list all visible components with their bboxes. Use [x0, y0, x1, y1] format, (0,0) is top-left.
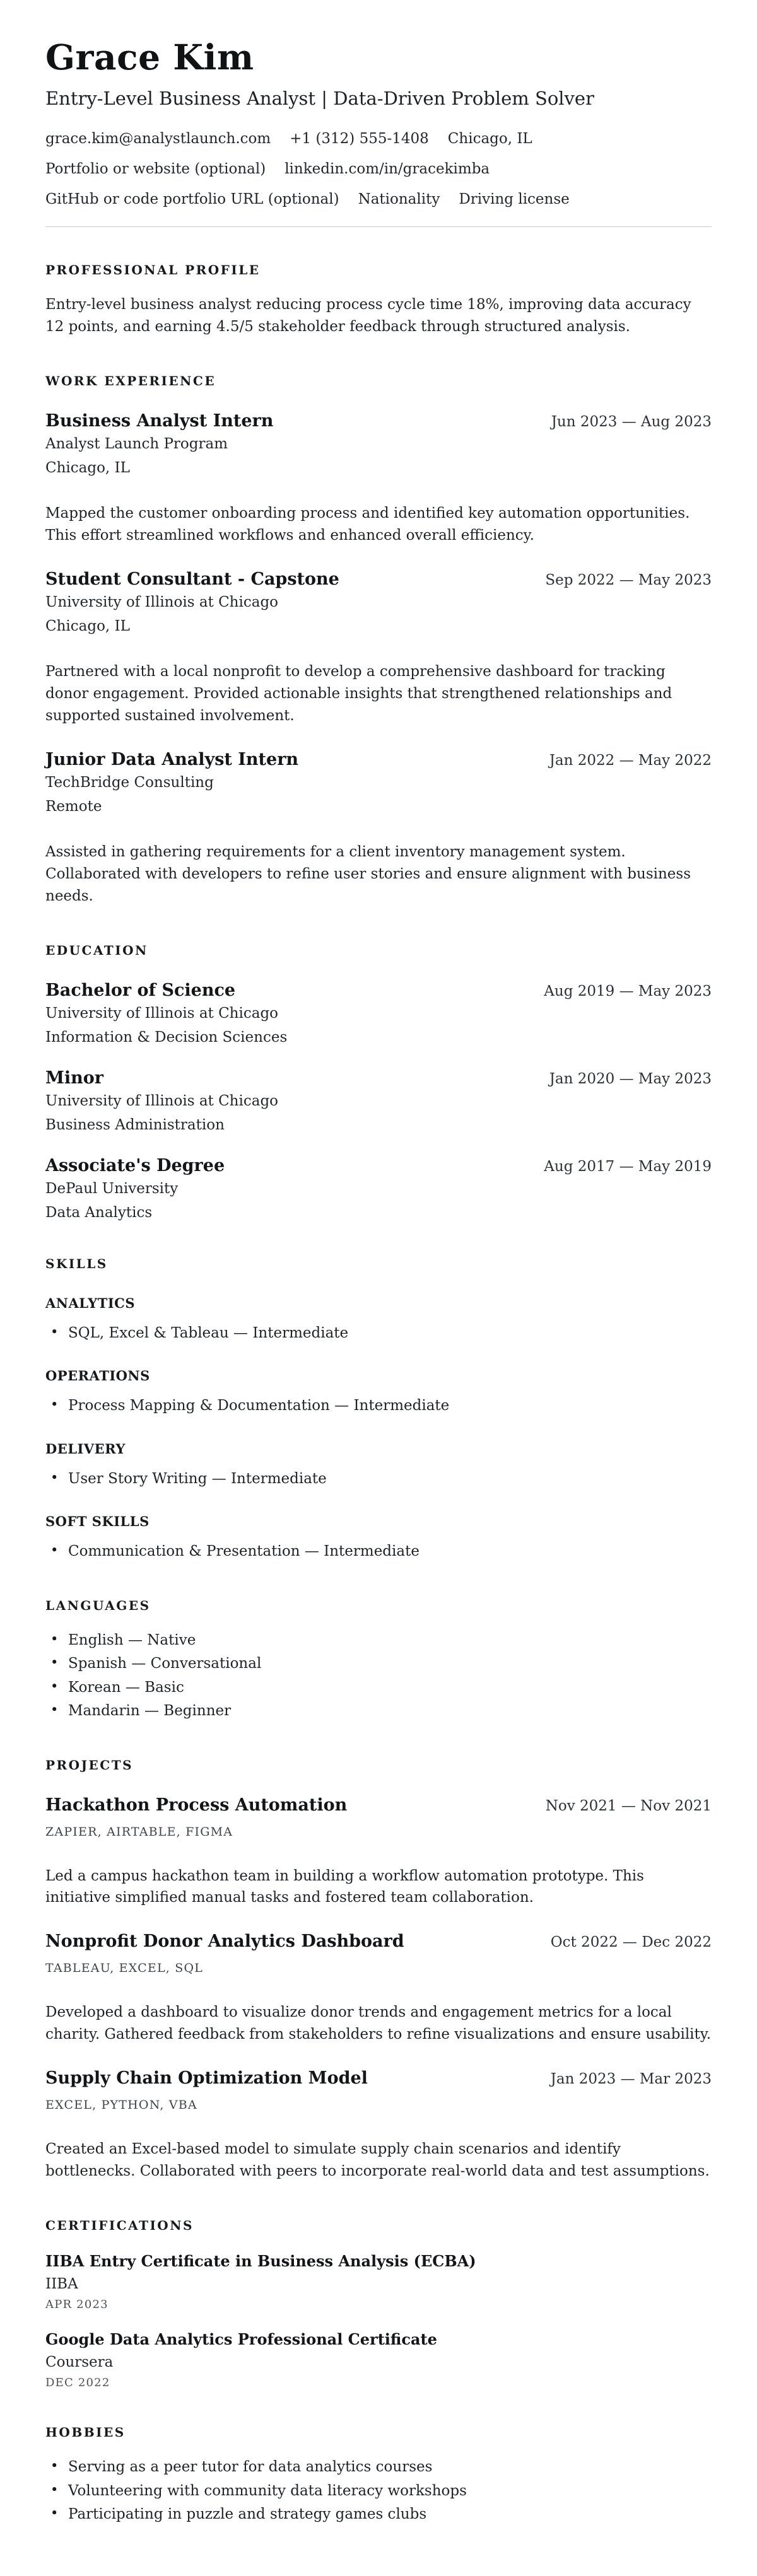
contact-phone: +1 (312) 555-1408	[290, 131, 429, 147]
contact-nationality-placeholder: Nationality	[358, 191, 440, 207]
work-employer: Analyst Launch Program	[45, 435, 228, 452]
project-date: Jan 2023 — Mar 2023	[550, 2071, 712, 2088]
education-date: Jan 2020 — May 2023	[549, 1070, 712, 1087]
work-title: Junior Data Analyst Intern	[45, 749, 299, 769]
skill-group	[45, 1368, 712, 1417]
skill-list	[45, 1541, 712, 1563]
section-education	[45, 943, 712, 1221]
project-date: Oct 2022 — Dec 2022	[550, 1934, 712, 1951]
skill-group-label: ANALYTICS	[45, 1295, 136, 1311]
section-hobbies	[45, 2425, 712, 2526]
project-tech: EXCEL, PYTHON, VBA	[45, 2098, 197, 2113]
work-location: Chicago, IL	[45, 459, 130, 476]
project-tech: ZAPIER, AIRTABLE, FIGMA	[45, 1824, 233, 1839]
hobby-list	[45, 2456, 712, 2526]
work-entry-head	[45, 569, 712, 589]
work-title: Business Analyst Intern	[45, 411, 274, 431]
project-date: Nov 2021 — Nov 2021	[545, 1797, 712, 1814]
profile-summary: Entry-level business analyst reducing process cycle time 18%, improving data accuracy 12 points, and earning 4.5/5 stakeholder feedback through structured analysis.	[45, 296, 691, 335]
work-employer: University of Illinois at Chicago	[45, 593, 279, 610]
project-entry	[45, 2068, 712, 2183]
work-date: Jun 2023 — Aug 2023	[551, 413, 712, 430]
work-title: Student Consultant - Capstone	[45, 569, 339, 589]
section-heading-professional-profile: PROFESSIONAL PROFILE	[45, 262, 261, 277]
contact-driving-license-placeholder: Driving license	[459, 191, 570, 207]
skill-group	[45, 1295, 712, 1344]
work-description: Assisted in gathering requirements for a client inventory management system. Collaborated with developers to refine user stories and ensure alignment with business needs.	[45, 843, 691, 904]
contact-github-placeholder: GitHub or code portfolio URL (optional)	[45, 191, 339, 207]
education-school: University of Illinois at Chicago	[45, 1005, 279, 1022]
section-work-experience	[45, 373, 712, 907]
project-description: Led a campus hackathon team in building a workflow automation prototype. This initiative simplified manual tasks and fostered team collaboration.	[45, 1867, 644, 1906]
education-school: University of Illinois at Chicago	[45, 1092, 279, 1109]
project-entry	[45, 1795, 712, 1909]
project-description: Developed a dashboard to visualize donor trends and engagement metrics for a local charity. Gathered feedback from stakeholders to refine visualizations and ensure usability.	[45, 2004, 712, 2043]
education-degree: Bachelor of Science	[45, 980, 236, 1000]
work-description: Partnered with a local nonprofit to develop a comprehensive dashboard for tracking donor engagement. Provided actionable insights that strengthened relationships and supported sustained involvement.	[45, 663, 672, 724]
skill-group-label: SOFT SKILLS	[45, 1513, 150, 1530]
education-entry	[45, 981, 712, 1046]
work-entry-head	[45, 750, 712, 769]
education-entry	[45, 1068, 712, 1133]
project-title: Supply Chain Optimization Model	[45, 2068, 368, 2089]
work-employer: TechBridge Consulting	[45, 774, 214, 791]
work-entry	[45, 750, 712, 907]
project-entry-head	[45, 2068, 712, 2088]
language-list	[45, 1629, 712, 1722]
skill-list	[45, 1322, 712, 1344]
hobby-item: • Serving as a peer tutor for data analytics courses	[45, 2456, 712, 2478]
education-entry-head	[45, 981, 712, 1000]
candidate-subtitle: Entry-Level Business Analyst | Data-Driven Problem Solver	[45, 88, 594, 109]
header-divider	[45, 226, 712, 227]
contact-linkedin: linkedin.com/in/gracekimba	[285, 161, 490, 177]
work-date: Sep 2022 — May 2023	[545, 571, 712, 588]
education-school: DePaul University	[45, 1180, 179, 1197]
section-heading-education: EDUCATION	[45, 942, 148, 958]
skill-list	[45, 1395, 712, 1417]
work-description: Mapped the customer onboarding process and identified key automation opportunities. This effort streamlined workflows and enhanced overall efficiency.	[45, 504, 690, 544]
education-entry-head	[45, 1156, 712, 1175]
education-field: Business Administration	[45, 1116, 225, 1133]
certification-date: APR 2023	[45, 2298, 109, 2312]
resume-header	[45, 37, 712, 227]
contact-row-3	[45, 191, 712, 207]
project-tech: TABLEAU, EXCEL, SQL	[45, 1961, 204, 1976]
work-entry	[45, 411, 712, 547]
language-item: • Mandarin — Beginner	[45, 1700, 712, 1722]
education-date: Aug 2019 — May 2023	[544, 982, 712, 1000]
certification-date: DEC 2022	[45, 2376, 110, 2390]
work-location: Chicago, IL	[45, 617, 130, 634]
hobby-item: • Participating in puzzle and strategy games clubs	[45, 2503, 712, 2526]
contact-portfolio-placeholder: Portfolio or website (optional)	[45, 161, 266, 177]
project-entry-head	[45, 1932, 712, 1951]
language-item: • Spanish — Conversational	[45, 1653, 712, 1675]
section-certifications	[45, 2218, 712, 2389]
education-entry-head	[45, 1068, 712, 1088]
education-field: Information & Decision Sciences	[45, 1029, 288, 1046]
contact-location: Chicago, IL	[447, 131, 532, 147]
candidate-name: Grace Kim	[45, 37, 254, 78]
section-heading-skills: SKILLS	[45, 1256, 108, 1271]
education-entry	[45, 1156, 712, 1221]
certification-entry	[45, 2330, 712, 2389]
education-degree: Minor	[45, 1068, 104, 1088]
project-entry-head	[45, 1795, 712, 1815]
contact-row-2	[45, 161, 712, 177]
work-entry	[45, 569, 712, 727]
skill-list	[45, 1468, 712, 1490]
work-entry-head	[45, 411, 712, 431]
skill-item: • SQL, Excel & Tableau — Intermediate	[45, 1322, 712, 1344]
project-title: Nonprofit Donor Analytics Dashboard	[45, 1932, 404, 1952]
certification-title: Google Data Analytics Professional Certificate	[45, 2330, 437, 2349]
project-title: Hackathon Process Automation	[45, 1795, 348, 1815]
section-skills	[45, 1256, 712, 1563]
work-location: Remote	[45, 798, 102, 815]
education-field: Data Analytics	[45, 1204, 153, 1221]
section-heading-work-experience: WORK EXPERIENCE	[45, 373, 216, 388]
certification-entry	[45, 2252, 712, 2311]
language-item: • Korean — Basic	[45, 1677, 712, 1699]
section-heading-languages: LANGUAGES	[45, 1597, 151, 1613]
project-entry	[45, 1932, 712, 2046]
contact-email: grace.kim@analystlaunch.com	[45, 131, 271, 147]
skill-item: • User Story Writing — Intermediate	[45, 1468, 712, 1490]
skill-group	[45, 1513, 712, 1563]
project-description: Created an Excel-based model to simulate supply chain scenarios and identify bottlenecks. Collaborated with peers to incorporate real-world data and test assumptions.	[45, 2141, 710, 2180]
work-date: Jan 2022 — May 2022	[549, 752, 712, 769]
section-heading-certifications: CERTIFICATIONS	[45, 2218, 194, 2234]
skill-group	[45, 1441, 712, 1490]
section-languages	[45, 1598, 712, 1722]
skill-group-label: DELIVERY	[45, 1440, 126, 1457]
education-degree: Associate's Degree	[45, 1155, 225, 1175]
section-projects	[45, 1757, 712, 2183]
skill-item: • Process Mapping & Documentation — Intermediate	[45, 1395, 712, 1417]
contact-row-1	[45, 131, 712, 147]
skill-item: • Communication & Presentation — Intermediate	[45, 1541, 712, 1563]
certification-issuer: Coursera	[45, 2354, 114, 2371]
education-date: Aug 2017 — May 2019	[544, 1158, 712, 1175]
hobby-item: • Volunteering with community data literacy workshops	[45, 2480, 712, 2502]
certification-issuer: IIBA	[45, 2276, 78, 2293]
skill-group-label: OPERATIONS	[45, 1368, 150, 1384]
certification-title: IIBA Entry Certificate in Business Analysis (ECBA)	[45, 2252, 476, 2271]
section-heading-hobbies: HOBBIES	[45, 2425, 126, 2440]
language-item: • English — Native	[45, 1629, 712, 1652]
section-professional-profile	[45, 262, 712, 338]
section-heading-projects: PROJECTS	[45, 1757, 134, 1773]
